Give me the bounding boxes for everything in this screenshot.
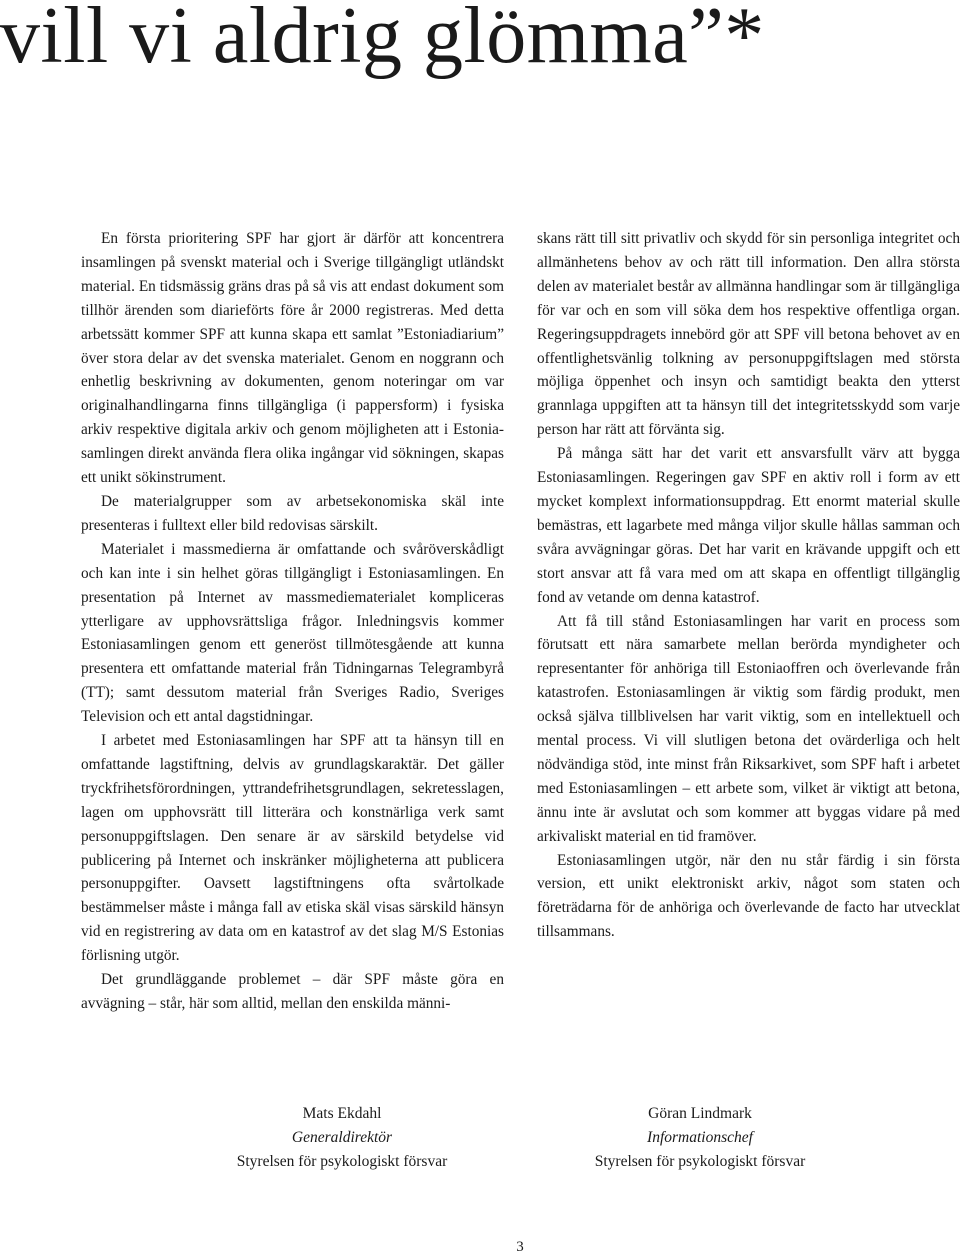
body-column-right: [537, 227, 960, 944]
signature-role: Informationschef: [647, 1129, 753, 1146]
paragraph: Det grundläggande problemet – där SPF måste göra en avvägning – står, här som alltid, mellan den enskilda männi-: [81, 971, 504, 1012]
paragraph: Att få till stånd Estoniasamlingen har varit en process som förutsatt ett nära samarbete mellan berörda myndigheter och representanter för anhöriga till Estoniaoffren och överlevande från katastrofen. Estoniasamlingen är viktig som färdig produkt, men också själva tillblivelsen har varit viktig, som en intellektuell och mental process. Vi vill slutligen betona det ovärderliga och helt nödvändiga stöd, inte minst från Riksarkivet, som SPF haft i arbetet med Estoniasamlingen – ett arbete som, vilket är viktigt att betona, ännu inte är avslutat och som kommer att byggas vidare på med arkivaliskt material en tid framöver.: [537, 612, 960, 845]
paragraph: De materialgrupper som av arbetsekonomiska skäl inte presenteras i fulltext eller bild redovisas särskilt.: [81, 492, 504, 534]
signature-role: Generaldirektör: [291, 1129, 393, 1146]
paragraph: skans rätt till sitt privatliv och skydd för sin personliga integritet och allmänhetens behov av och rätt till information. Den allra största delen av materialet består av allmänna handlingar som är tillgängliga för var och en som vill söka dem hos respektive offentliga organ. Regeringsuppdragets innebörd gör att SPF vill betona behovet av en offentlighetsvänlig tolkning av personuppgiftslagen med största möjliga öppenhet och insyn och samtidigt beakta den ytterst grannlaga uppgiften att ta hänsyn till det integritetsskydd som varje person har rätt att förvänta sig.: [537, 230, 960, 439]
signature-organization: Styrelsen för psykologiskt försvar: [236, 1153, 448, 1170]
signature-name: Mats Ekdahl: [302, 1105, 382, 1122]
signature-left: [192, 1102, 492, 1174]
paragraph: Materialet i massmedierna är omfattande och svåröverskådligt och kan inte i sin helhet göras tillgängligt i Estoniasamlingen. En presentation på Internet av massmediematerialet kompliceras ytterligare av upphovsrättsliga frågor. Inledningsvis kommer Estoniasamlingen genom ett generöst tillmötesgående att kunna presentera ett omfattande material från Tidningarnas Telegrambyrå (TT); samt dessutom material från Sveriges Radio, Sveriges Television och ett antal dagstidningar.: [81, 540, 504, 726]
paragraph: I arbetet med Estoniasamlingen har SPF att ta hänsyn till en omfattande lagstiftning, delvis av grundlagskaraktär. Det gäller tryckfrihetsförordningen, yttrandefrihetsgrundlagen, sekretesslagen, lagen om upphovsrätt till litterära och konstnärliga verk samt personuppgiftslagen. Den senare är av särskild betydelse vid publicering på Internet och inskränker möjligheterna att publicera personuppgifter. Oavsett lagstiftningens ofta svårtolkade bestämmelser måste i många fall av etiska skäl visas särskild hänsyn vid en registrering av data om en katastrof av det slag M/S Estonias förlisning utgör.: [81, 732, 504, 965]
signature-organization: Styrelsen för psykologiskt försvar: [594, 1153, 806, 1170]
paragraph: På många sätt har det varit ett ansvarsfullt värv att bygga Estoniasamlingen. Regeringen gav SPF en aktiv roll i form av ett mycket komplext informationsuppdrag. Ett enormt material skulle bemästras, ett lagarbete med många viljor skulle hållas samman och svåra avvägningar göras. Det har varit en krävande uppgift och ett stort ansvar att få vara med om att skapa en offentligt tillgänglig fond av vetande om denna katastrof.: [537, 445, 960, 606]
body-column-left: [81, 227, 504, 1016]
paragraph: En första prioritering SPF har gjort är därför att koncentrera insamlingen på svenskt material och i Sverige tillgängligt utländskt material. En tidsmässig gräns dras på så vis att endast dokument som tillhör ärenden som diarieförts före år 2000 registreras. Med detta arbetssätt kommer SPF att kunna skapa ett samlat ”Estoniadiarium” över stora delar av det svenska materialet. Genom en noggrann och enhetlig beskrivning av dokumenten, genom noteringar om var originalhandlingarna finns tillgängliga (i pappersform) i fysiska arkiv respektive digitala arkiv och genom möjligheten att i Estoniasamlingen direkt använda flera olika ingångar vid sökningen, skapas ett unikt sökinstrument.: [81, 230, 504, 487]
paragraph: Estoniasamlingen utgör, när den nu står färdig i sin första version, ett unikt elektroniskt arkiv, något som staten och företrädarna för de anhöriga och överlevande de facto har utvecklat tillsammans.: [537, 851, 960, 941]
page-title: vill vi aldrig glömma”*: [0, 0, 765, 80]
page-number: 3: [516, 1239, 524, 1255]
signature-right: [550, 1102, 850, 1174]
signature-name: Göran Lindmark: [648, 1105, 752, 1122]
